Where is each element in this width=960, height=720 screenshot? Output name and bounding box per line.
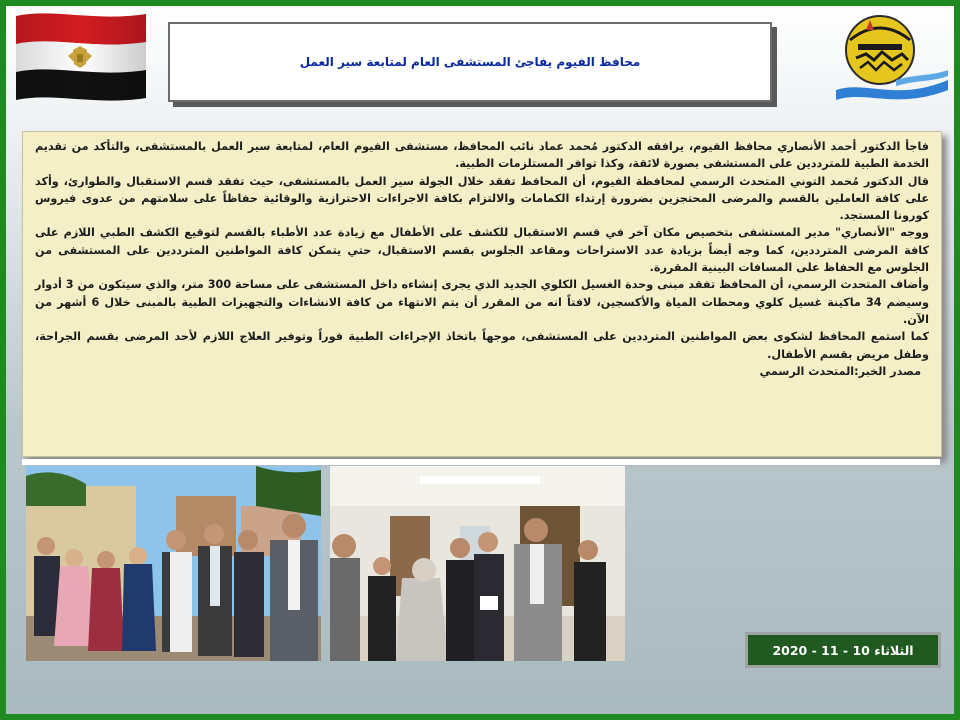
date-label: الثلاثاء 10 - 11 - 2020	[772, 642, 914, 658]
fayoum-governorate-logo-icon	[836, 10, 948, 106]
article-paragraph: وأضاف المتحدث الرسمي، أن المحافظ تفقد مبنى وحدة الغسيل الكلوي الجديد الذي يجرى إنشاءه داخل المستشفى على مساحة 300 متر، والذي سيتكون من 3 أدوار وسيضم 34 ماكينة غسيل كلوي ومحطات المياة والأكسجين، لافتاً انه من المقرر أن يتم الانتهاء من كافة الانشاءات والتجهيزات الطبية بالمبنى خلال 6 أشهر من الآن.	[35, 278, 930, 326]
photos-divider	[22, 459, 940, 465]
photo-hospital-corridor	[330, 466, 625, 661]
news-source: مصدر الخبر:المتحدث الرسمي	[759, 364, 921, 378]
article-paragraph: كما استمع المحافظ لشكوى بعض المواطنين المترددين على المستشفى، موجهاً باتخاذ الإجراءات الطبية فوراً وتوفير العلاج اللازم لأحد المرضى بقسم الجراحة، وطفل مريض بقسم الأطفال.	[35, 330, 929, 361]
article-paragraph: ووجه "الأنصاري" مدير المستشفى بتخصيص مكان آخر في قسم الاستقبال للكشف على الأطفال مع زيادة عدد الأطباء بالقسم لتوقيع الكشف الطبي اللازم على كافة المرضى المترددين، كما وجه أيضاً بزيادة عدد الاستراحات ومقاعد الجلوس بقسم الاستقبال، حتي يتمكن كافة المواطنين المترددين على المستشفى من الجلوس مع الحفاظ على المسافات البينية المقررة.	[35, 226, 929, 275]
article-paragraph: قال الدكتور مُحمد التوني المتحدث الرسمي لمحافظة الفيوم، أن المحافظ تفقد خلال الجولة سير العمل بالمستشفى، حيث تفقد قسم الاستقبال والطوارئ، وأكد على كافة العاملين بالقسم والمرضى المحتجزين بضرورة إرتداء الكمامات والالتزام بكافة الاجراءات الاحترازية والوقائية حفاظاً على سلامتهم من عدوى فيروس كورونا المستجد.	[35, 174, 929, 223]
egypt-flag-icon	[14, 8, 148, 102]
date-badge	[745, 632, 941, 668]
article-body	[22, 131, 942, 457]
headline-box	[168, 22, 772, 102]
photo-outdoor-visit	[26, 466, 321, 661]
article-paragraph: فاجأ الدكتور أحمد الأنصاري محافظ الفيوم، يرافقه الدكتور مُحمد عماد نائب المحافظ، مستشفى الفيوم العام، لمتابعة سير العمل بالمستشفى، والتأكد من تقديم الخدمة الطبية للمترددين على المستشفى بصورة لائقة، وكذا توافر المستلزمات الطبية.	[35, 140, 929, 171]
headline-title: محافظ الفيوم يفاجئ المستشفى العام لمتابعة سير العمل	[299, 55, 641, 69]
